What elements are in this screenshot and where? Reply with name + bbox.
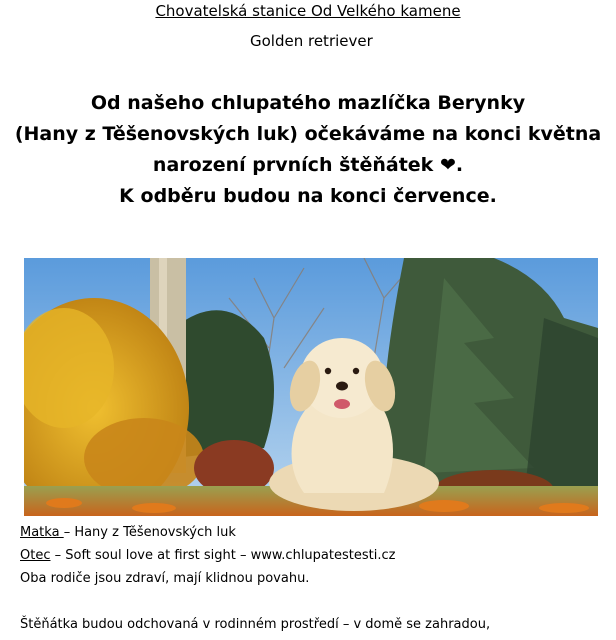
father-line	[20, 544, 610, 567]
mother-line	[20, 521, 610, 544]
announcement-line-4: K odběru budou na konci července.	[119, 185, 497, 207]
parents-note: Oba rodiče jsou zdraví, mají klidnou povahu.	[20, 571, 310, 586]
kennel-title: Chovatelská stanice Od Velkého kamene	[155, 2, 461, 20]
litter-announcement	[0, 88, 616, 212]
announcement-line-3-end: .	[455, 154, 464, 176]
litter-info	[20, 521, 610, 636]
announcement-line-2: (Hany z Těšenovských luk) očekáváme na konci května	[14, 123, 602, 145]
father-value: – Soft soul love at first sight – www.chlupatestesti.cz	[50, 548, 396, 563]
mother-label: Matka	[20, 525, 64, 540]
announcement-line-1: Od našeho chlupatého mazlíčka Berynky	[90, 92, 526, 114]
golden-retriever-photo	[24, 258, 598, 516]
puppies-note: Štěňátka budou odchovaná v rodinném prostředí – v domě se zahradou,	[20, 617, 491, 632]
mother-value: – Hany z Těšenovských luk	[63, 525, 236, 540]
breed-subtitle: Golden retriever	[250, 32, 373, 50]
heart-icon: ❤	[439, 154, 456, 176]
announcement-line-3	[0, 150, 616, 181]
announcement-line-3-text: narození prvních štěňátek	[152, 154, 440, 176]
father-label: Otec	[20, 548, 51, 563]
